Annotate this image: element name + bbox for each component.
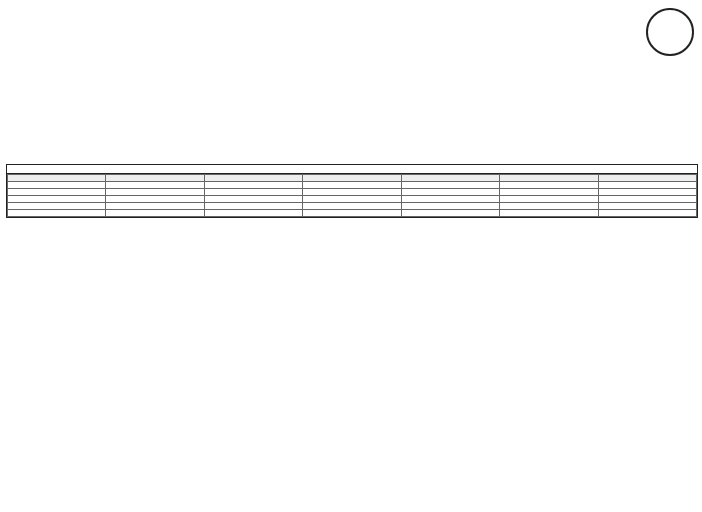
cell-use xyxy=(500,210,598,217)
table-header-row xyxy=(8,175,697,182)
cell-specs xyxy=(204,189,302,196)
cell-use xyxy=(500,203,598,210)
cell-area xyxy=(401,196,499,203)
cell-base-price xyxy=(106,189,204,196)
col-row xyxy=(598,175,696,182)
cell-row xyxy=(598,196,696,203)
cell-area xyxy=(401,203,499,210)
col-base-price xyxy=(106,175,204,182)
cell-deposit xyxy=(8,189,106,196)
cell-deposit xyxy=(8,210,106,217)
cell-specs xyxy=(204,182,302,189)
table-title xyxy=(7,165,697,174)
cell-area xyxy=(401,210,499,217)
cell-use xyxy=(500,189,598,196)
cell-count xyxy=(303,210,401,217)
cell-row xyxy=(598,189,696,196)
cell-deposit xyxy=(8,203,106,210)
table-row xyxy=(8,189,697,196)
table-row xyxy=(8,210,697,217)
cell-count xyxy=(303,189,401,196)
cell-deposit xyxy=(8,196,106,203)
col-count xyxy=(303,175,401,182)
cell-base-price xyxy=(106,182,204,189)
cell-row xyxy=(598,203,696,210)
col-area xyxy=(401,175,499,182)
cell-row xyxy=(598,210,696,217)
cell-specs xyxy=(204,210,302,217)
table-row xyxy=(8,182,697,189)
cell-specs xyxy=(204,203,302,210)
cell-base-price xyxy=(106,196,204,203)
cell-count xyxy=(303,196,401,203)
cell-use xyxy=(500,182,598,189)
units-table xyxy=(7,174,697,217)
cell-area xyxy=(401,189,499,196)
col-specs xyxy=(204,175,302,182)
table-row xyxy=(8,196,697,203)
cell-row xyxy=(598,182,696,189)
table-row xyxy=(8,203,697,210)
municipality-seal-icon xyxy=(646,8,694,56)
units-table-box xyxy=(6,164,698,218)
cell-count xyxy=(303,182,401,189)
cell-base-price xyxy=(106,203,204,210)
col-deposit xyxy=(8,175,106,182)
cell-use xyxy=(500,196,598,203)
cell-specs xyxy=(204,196,302,203)
col-use xyxy=(500,175,598,182)
cell-deposit xyxy=(8,182,106,189)
cell-area xyxy=(401,182,499,189)
cell-base-price xyxy=(106,210,204,217)
cell-count xyxy=(303,203,401,210)
